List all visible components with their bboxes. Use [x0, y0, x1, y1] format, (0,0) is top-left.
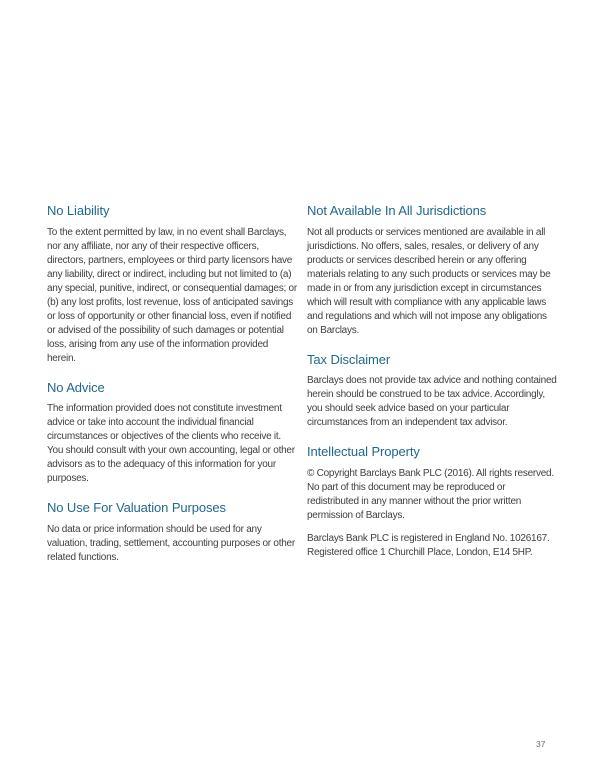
- section-paragraph: The information provided does not constitute investment advice or take into account the individual financial circumstances or objectives of the clients who receive it. You should consult with your own accounting, legal or other advisors as to the adequacy of this information for your purposes.: [47, 403, 295, 485]
- section-not-available-in-all-jurisdictions: [307, 203, 557, 338]
- section-heading: Not Available In All Jurisdictions: [307, 203, 487, 218]
- page-number: 37: [536, 739, 546, 749]
- right-column: [307, 203, 557, 574]
- section-tax-disclaimer: [307, 352, 557, 431]
- section-paragraph: Barclays Bank PLC is registered in England No. 1026167. Registered office 1 Churchill Place, London, E14 5HP.: [307, 532, 550, 558]
- section-paragraph: Barclays does not provide tax advice and nothing contained herein should be construed to be tax advice. Accordingly, you should seek advice based on your particular circumstances from an independent tax advisor.: [307, 375, 557, 429]
- section-no-advice: [47, 380, 297, 487]
- section-paragraph: No data or price information should be used for any valuation, trading, settlement, accounting purposes or other related functions.: [47, 523, 295, 563]
- section-paragraph: Not all products or services mentioned are available in all jurisdictions. No offers, sales, resales, or delivery of any products or services described herein or any offering materials relating to any such products or services may be made in or from any jurisdiction except in circumstances which will result with compliance with any applicable laws and regulations and which will not impose any obligations on Barclays.: [307, 226, 551, 336]
- section-paragraph: To the extent permitted by law, in no event shall Barclays, nor any affiliate, nor any of their respective officers, directors, partners, employees or third party licensors have any liability, direct or indirect, including but not limited to (a) any special, punitive, indirect, or consequential damages; or (b) any lost profits, lost revenue, loss of anticipated savings or loss of opportunity or other financial loss, even if notified or advised of the possibility of such damages or potential loss, arising from any use of the information provided herein.: [47, 226, 297, 364]
- section-no-use-for-valuation-purposes: [47, 500, 297, 565]
- section-intellectual-property: [307, 444, 557, 560]
- section-heading: Intellectual Property: [307, 444, 420, 460]
- section-paragraph: © Copyright Barclays Bank PLC (2016). All rights reserved. No part of this document may be reproduced or redistributed in any manner without the prior written permission of Barclays.: [307, 467, 554, 521]
- section-heading: No Use For Valuation Purposes: [47, 500, 226, 516]
- section-heading: Tax Disclaimer: [307, 351, 391, 367]
- section-heading: No Advice: [47, 379, 105, 395]
- left-column: [47, 203, 297, 574]
- section-heading: No Liability: [47, 203, 110, 218]
- disclaimer-content: [47, 203, 557, 574]
- section-no-liability: [47, 203, 297, 366]
